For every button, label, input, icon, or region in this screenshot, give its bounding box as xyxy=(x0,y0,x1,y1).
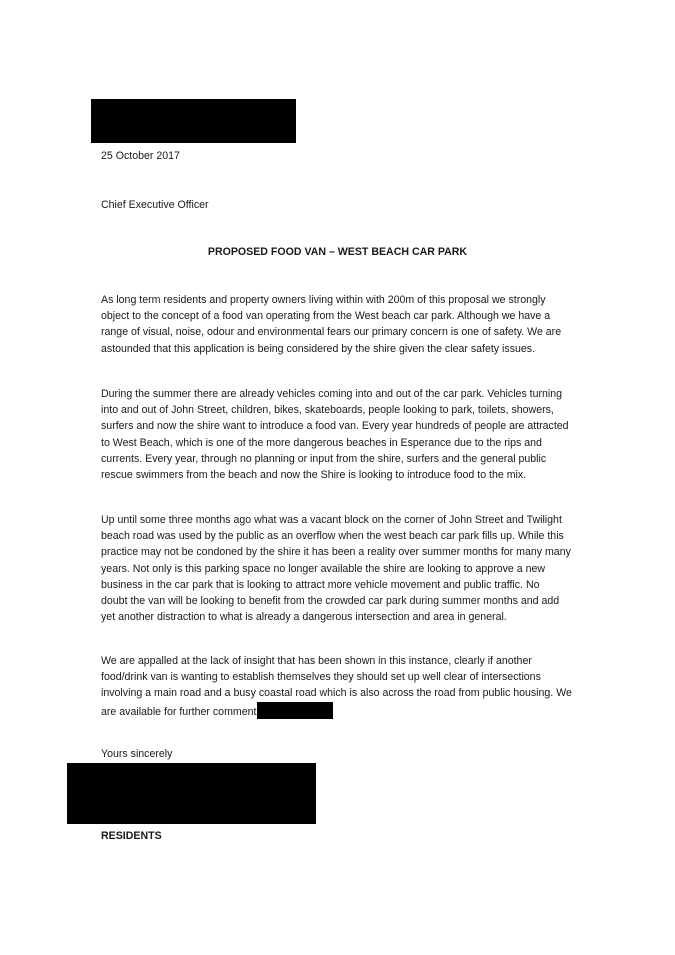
paragraph-line: During the summer there are already vehicles coming into and out of the car park. Vehicles turning xyxy=(101,388,563,400)
paragraph-line: practice may not be condoned by the shire it has been a reality over summer months for many many xyxy=(101,546,571,559)
paragraph-line: doubt the van will be looking to benefit from the crowded car park during summer months and add xyxy=(101,595,560,608)
closing: Yours sincerely xyxy=(101,748,173,760)
paragraph-line-last xyxy=(101,702,572,720)
paragraph-4 xyxy=(101,653,572,720)
recipient: Chief Executive Officer xyxy=(101,199,209,211)
paragraph-line: beach road was used by the public as an overflow when the west beach car park fills up. While this xyxy=(101,530,564,543)
paragraph-1 xyxy=(101,292,561,357)
paragraph-line: astounded that this application is being considered by the shire given the clear safety issues. xyxy=(101,342,536,355)
paragraph-line: yet another distraction to what is already a dangerous intersection and area in general. xyxy=(101,611,507,624)
paragraph-line: business in the car park that is looking to attract more vehicle movement and public traffic. No xyxy=(101,578,540,591)
paragraph-line-text: are available for further comment xyxy=(101,705,257,718)
paragraph-line: currents. Every year, through no planning or input from the shire, surfers and the general public xyxy=(101,452,547,465)
paragraph-line: Up until some three months ago what was a vacant block on the corner of John Street and Twilight xyxy=(101,514,562,526)
paragraph-line: into and out of John Street, children, bikes, skateboards, people looking to park, toilets, showers, xyxy=(101,404,554,417)
redacted-contact xyxy=(257,702,333,719)
paragraph-line: range of visual, noise, odour and environmental fears our primary concern is one of safety. We are xyxy=(101,326,562,339)
redacted-signature-block xyxy=(67,763,316,824)
paragraph-line: surfers and now the shire want to introduce a food van. Every year hundreds of people are attracted xyxy=(101,420,569,433)
paragraph-line: rescue swimmers from the beach and now the Shire is looking to introduce food to the mix. xyxy=(101,469,527,482)
paragraph-2 xyxy=(101,386,569,483)
signoff: RESIDENTS xyxy=(101,830,162,842)
redacted-sender-block xyxy=(91,99,296,143)
letter-date: 25 October 2017 xyxy=(101,150,180,162)
paragraph-line: As long term residents and property owners living within with 200m of this proposal we strongly xyxy=(101,294,546,306)
paragraph-line: object to the concept of a food van operating from the West beach car park. Although we have a xyxy=(101,310,551,323)
paragraph-line: We are appalled at the lack of insight that has been shown in this instance, clearly if another xyxy=(101,655,532,667)
letter-subject: PROPOSED FOOD VAN – WEST BEACH CAR PARK xyxy=(207,246,468,258)
paragraph-3 xyxy=(101,512,571,625)
paragraph-line: years. Not only is this parking space no longer available the shire are looking to approve a new xyxy=(101,562,546,575)
paragraph-line: food/drink van is wanting to establish themselves they should set up well clear of intersections xyxy=(101,671,541,684)
paragraph-line: to West Beach, which is one of the more dangerous beaches in Esperance due to the rips and xyxy=(101,436,542,449)
paragraph-line: involving a main road and a busy coastal road which is also across the road from public housing. We xyxy=(101,687,572,700)
